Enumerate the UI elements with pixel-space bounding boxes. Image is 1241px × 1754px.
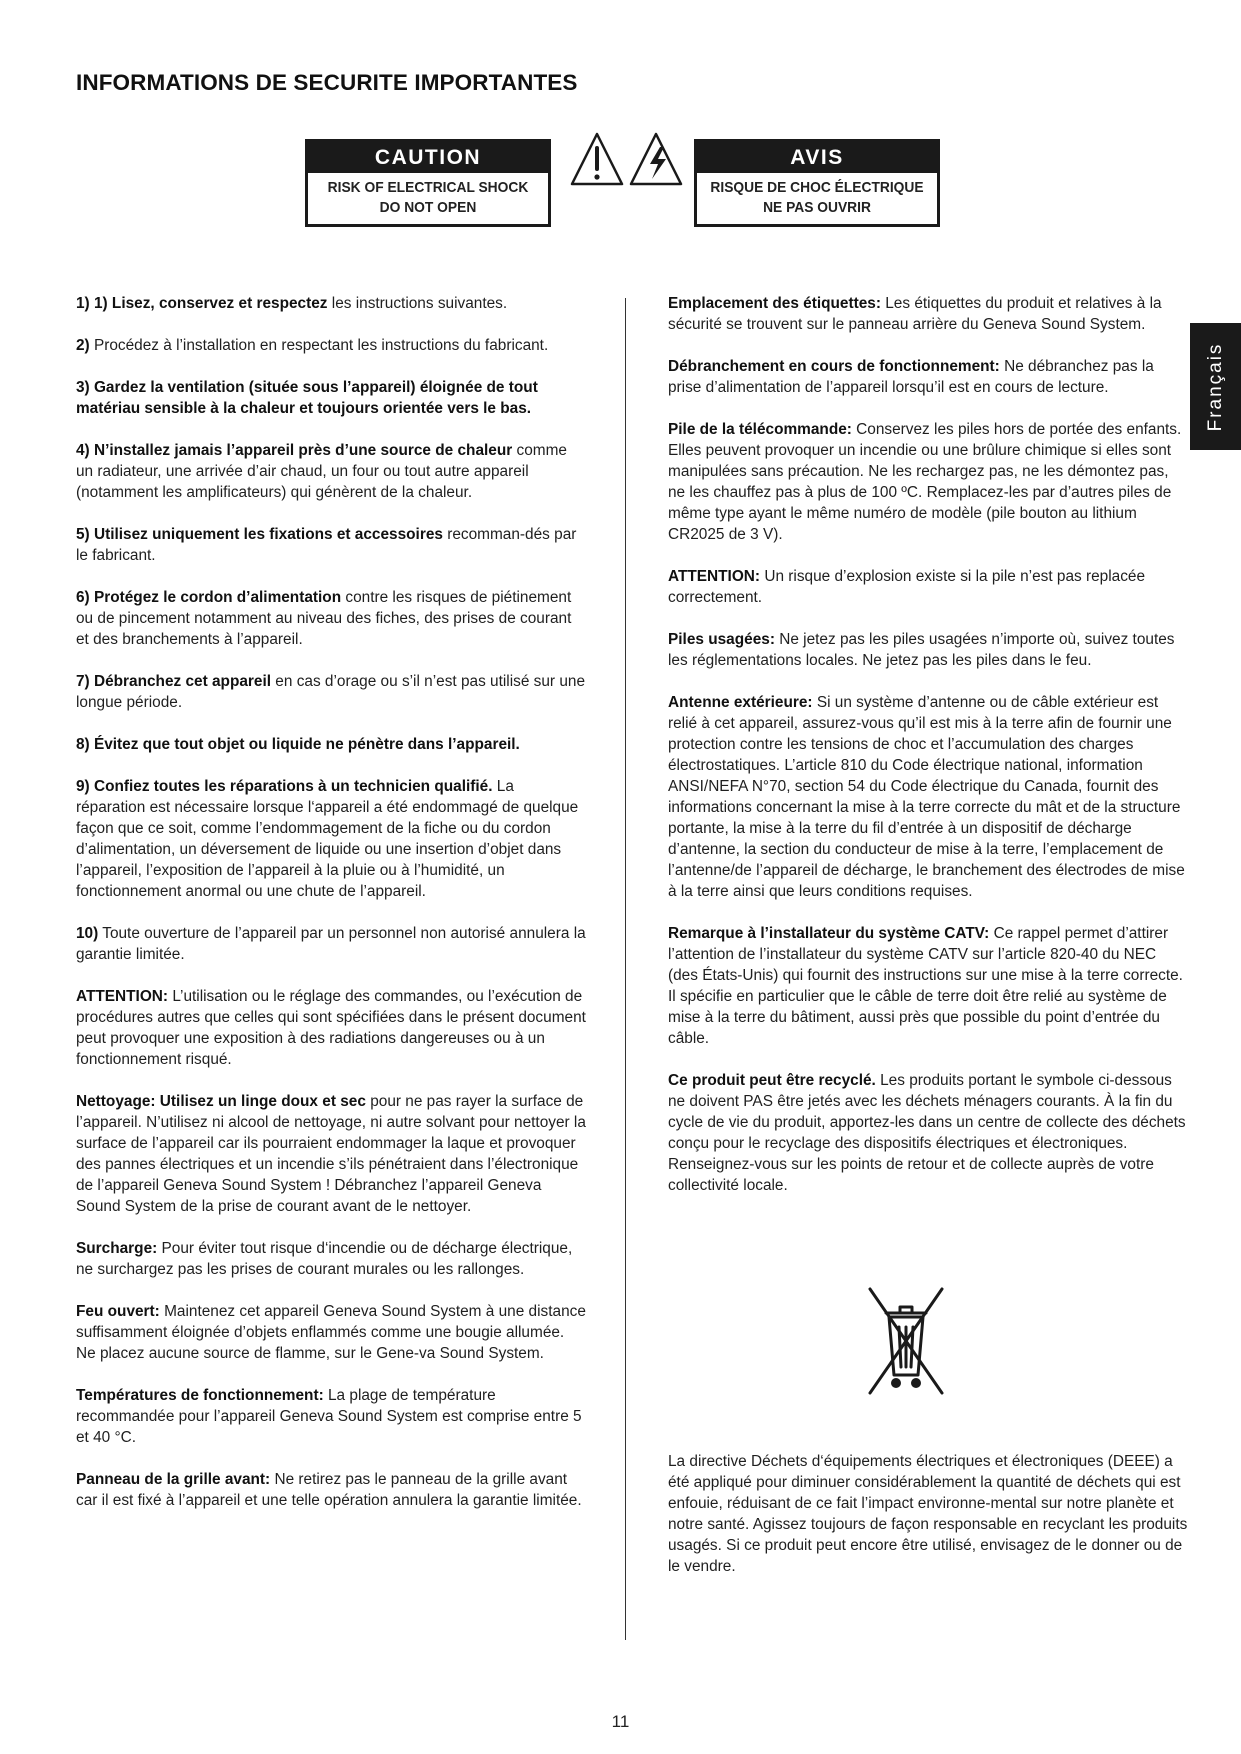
safety-paragraph-heading: ATTENTION: bbox=[668, 568, 761, 585]
safety-paragraph-heading: 2) bbox=[76, 337, 90, 354]
safety-paragraph-heading: 8) Évitez que tout objet ou liquide ne pénètre dans l’appareil. bbox=[76, 736, 520, 753]
safety-paragraph bbox=[668, 293, 1188, 335]
warning-icons bbox=[570, 131, 684, 187]
safety-paragraph bbox=[76, 671, 587, 713]
page-number: 11 bbox=[611, 1712, 630, 1731]
safety-paragraph bbox=[76, 1385, 587, 1448]
right-column bbox=[668, 293, 1188, 1217]
safety-paragraph-heading: Surcharge: bbox=[76, 1240, 158, 1257]
weee-directive-note: La directive Déchets d‘équipements électriques et électroniques (DEEE) a été appliqué pour diminuer considérablement la quantité de déchets qui est enfouie, réduisant de ce fait l’impact environne-mental sur notre planète et notre santé. Agissez toujours de façon responsable en recyclant les produits usagés. Si ce produit peut encore être utilisé, envisagez de le donner ou de le vendre. bbox=[668, 1453, 1188, 1575]
avis-label bbox=[694, 139, 940, 227]
crossed-out-wheelie-bin-icon bbox=[866, 1285, 946, 1399]
safety-paragraph-heading: 6) Protégez le cordon d’alimentation bbox=[76, 589, 342, 606]
safety-paragraph bbox=[76, 776, 587, 902]
safety-paragraph-heading: Feu ouvert: bbox=[76, 1303, 160, 1320]
safety-paragraph-heading: 7) Débranchez cet appareil bbox=[76, 673, 272, 690]
safety-paragraph bbox=[76, 524, 587, 566]
exclamation-warning-icon bbox=[572, 134, 622, 184]
page-title: INFORMATIONS DE SECURITE IMPORTANTES bbox=[76, 70, 578, 95]
safety-paragraph-text: Ne retirez pas le panneau de la grille avant car il est fixé à l’appareil et une telle opération annulera la garantie limitée. bbox=[76, 1471, 582, 1509]
safety-paragraph-heading: 3) Gardez la ventilation (située sous l’appareil) éloignée de tout matériau sensible à la chaleur et toujours orientée vers le bas. bbox=[76, 379, 538, 417]
safety-paragraph-text: en cas d’orage ou s’il n’est pas utilisé sur une longue période. bbox=[76, 673, 586, 711]
safety-paragraph-text: Ne jetez pas les piles usagées n’importe où, suivez toutes les réglementations locales. Ne jetez pas les piles dans le feu. bbox=[668, 631, 1175, 669]
safety-paragraph-heading: 5) Utilisez uniquement les fixations et accessoires bbox=[76, 526, 443, 543]
safety-paragraph-text: La réparation est nécessaire lorsque l‘appareil a été endommagé de quelque façon que ce soit, comme l’endommagement de la fiche ou du cordon d’alimentation, un déversement de liquide ou une insertion d’objet dans l’appareil, l’exposition de l’appareil à la pluie ou à l’humidité, un fonctionnement anormal ou une chute de l’appareil. bbox=[76, 778, 579, 900]
safety-paragraph-heading: 4) N’installez jamais l’appareil près d’une source de chaleur bbox=[76, 442, 513, 459]
safety-paragraph-heading: Remarque à l’installateur du système CATV: bbox=[668, 925, 990, 942]
safety-paragraph bbox=[76, 335, 587, 356]
safety-paragraph bbox=[76, 377, 587, 419]
caution-label-header: CAUTION bbox=[308, 142, 548, 173]
safety-paragraph bbox=[76, 293, 587, 314]
safety-paragraph bbox=[76, 986, 587, 1070]
safety-paragraph-text: contre les risques de piétinement ou de pincement notamment au niveau des fiches, des prises de courant et des branchements à l’appareil. bbox=[76, 589, 572, 648]
safety-paragraph-heading: Nettoyage: Utilisez un linge doux et sec bbox=[76, 1093, 366, 1110]
safety-paragraph-text: recomman-dés par le fabricant. bbox=[76, 526, 577, 564]
safety-paragraph-text: Procédez à l’installation en respectant les instructions du fabricant. bbox=[89, 337, 549, 354]
safety-paragraph bbox=[668, 1070, 1188, 1196]
safety-paragraph-text: pour ne pas rayer la surface de l’appareil. N’utilisez ni alcool de nettoyage, ni autre solvant pour nettoyer la surface de l’appareil car ils pourraient endommager la laque et provoquer des pannes électriques et un incendie s’ils pénétraient dans l’électronique de l’appareil Geneva Sound System ! Débranchez l’appareil Geneva Sound System de la prise de courant avant de le nettoyer. bbox=[76, 1093, 586, 1215]
safety-paragraph-heading: Panneau de la grille avant: bbox=[76, 1471, 271, 1488]
safety-paragraph bbox=[76, 587, 587, 650]
safety-paragraph bbox=[668, 629, 1188, 671]
avis-label-text bbox=[707, 178, 928, 218]
safety-paragraph bbox=[76, 440, 587, 503]
safety-paragraph-heading: Ce produit peut être recyclé. bbox=[668, 1072, 876, 1089]
caution-label-line2: DO NOT OPEN bbox=[379, 199, 477, 216]
lightning-warning-icon bbox=[631, 134, 681, 184]
language-tab bbox=[1190, 323, 1241, 450]
safety-paragraph bbox=[668, 356, 1188, 398]
avis-label-header: AVIS bbox=[697, 142, 937, 173]
safety-paragraph bbox=[668, 566, 1188, 608]
safety-paragraph bbox=[76, 1469, 587, 1511]
safety-paragraph-heading: Pile de la télécommande: bbox=[668, 421, 852, 438]
left-column bbox=[76, 293, 587, 1532]
safety-paragraph-text: Ce rappel permet d’attirer l’attention de l’installateur du système CATV sur l’article 820-40 du NEC (des États-Unis) qui fournit des instructions sur une mise à la terre correcte. Il spécifie en particulier que le câble de terre doit être relié au système de mise à la terre du bâtiment, aussi près que possible du point d’entrée du câble. bbox=[668, 925, 1183, 1047]
safety-paragraph bbox=[668, 692, 1188, 902]
safety-paragraph-heading: Antenne extérieure: bbox=[668, 694, 813, 711]
safety-paragraph-text: Ne débranchez pas la prise d’alimentation de l’appareil lorsqu’il est en cours de lecture. bbox=[668, 358, 1154, 396]
caution-label-text bbox=[318, 178, 539, 218]
language-tab-label: Français bbox=[1204, 342, 1226, 431]
safety-paragraph-text: Toute ouverture de l’appareil par un personnel non autorisé annulera la garantie limitée. bbox=[76, 925, 586, 963]
safety-paragraph-heading: 9) Confiez toutes les réparations à un technicien qualifié. bbox=[76, 778, 493, 795]
safety-paragraph-text: La plage de température recommandée pour l’appareil Geneva Sound System est comprise entre 5 et 40 °C. bbox=[76, 1387, 582, 1446]
safety-paragraph-heading: Emplacement des étiquettes: bbox=[668, 295, 881, 312]
caution-label bbox=[305, 139, 551, 227]
safety-paragraph-heading: 10) bbox=[76, 925, 99, 942]
safety-paragraph-heading: Débranchement en cours de fonctionnement: bbox=[668, 358, 1000, 375]
column-divider bbox=[625, 298, 626, 1640]
safety-paragraph-text: Maintenez cet appareil Geneva Sound System à une distance suffisamment éloignée d’objets enflammés comme une bougie allumée. Ne placez aucune source de flamme, sur le Gene-va Sound System. bbox=[76, 1303, 586, 1362]
safety-paragraph-text: comme un radiateur, une arrivée d’air chaud, un four ou tout autre appareil (notamment les amplificateurs) qui génèrent de la chaleur. bbox=[76, 442, 567, 501]
safety-paragraph-heading: Piles usagées: bbox=[668, 631, 775, 648]
safety-paragraph-text: Si un système d’antenne ou de câble extérieur est relié à cet appareil, assurez-vous qu’il est mis à la terre afin de fournir une protection contre les tensions de choc et l’accumulation des charges électrostatiques. L’article 810 du Code électrique national, information ANSI/NEFA N°70, section 54 du Code électrique du Canada, fournit des informations concernant la mise à la terre correcte du mât et de la structure portante, la mise à la terre du fil d’entrée à un dispositif de décharge d’antenne, la section du conducteur de mise à la terre, l’emplacement de l’antenne/de l’appareil de décharge, le branchement des électrodes de mise à la terre ainsi que leurs conditions requises. bbox=[668, 694, 1185, 900]
safety-paragraph bbox=[76, 1301, 587, 1364]
safety-paragraph bbox=[76, 1091, 587, 1217]
avis-label-line1: RISQUE DE CHOC ÉLECTRIQUE bbox=[710, 179, 924, 196]
safety-paragraph bbox=[76, 734, 587, 755]
safety-paragraph bbox=[668, 419, 1188, 545]
avis-label-line2: NE PAS OUVRIR bbox=[763, 199, 871, 216]
safety-paragraph-text: Pour éviter tout risque d‘incendie ou de décharge électrique, ne surchargez pas les prises de courant murales ou les rallonges. bbox=[76, 1240, 573, 1278]
safety-paragraph-text: L’utilisation ou le réglage des commandes, ou l’exécution de procédures autres que celles qui sont spécifiées dans le présent document peut provoquer une exposition à des radiations dangereuses ou à un fonctionnement risqué. bbox=[76, 988, 586, 1068]
safety-paragraph-text: Un risque d’explosion existe si la pile n’est pas replacée correctement. bbox=[668, 568, 1146, 606]
caution-label-line1: RISK OF ELECTRICAL SHOCK bbox=[327, 179, 529, 196]
safety-paragraph bbox=[668, 923, 1188, 1049]
safety-paragraph-heading: Températures de fonctionnement: bbox=[76, 1387, 324, 1404]
safety-paragraph-text: Les produits portant le symbole ci-dessous ne doivent PAS être jetés avec les déchets ménagers courants. À la fin du cycle de vie du produit, apportez-les dans un centre de collecte des déchets conçu pour le recyclage des dispositifs électriques et électroniques. Renseignez-vous sur les points de retour et de collecte auprès de votre collectivité locale. bbox=[668, 1072, 1186, 1194]
safety-paragraph-text: Conservez les piles hors de portée des enfants. Elles peuvent provoquer un incendie ou une brûlure chimique si elles sont manipulées sans précaution. Ne les rechargez pas, ne les démontez pas, ne les chauffez pas à plus de 100 ºC. Remplacez-les par d’autres piles de même type ayant le même numéro de modèle (pile bouton au lithium CR2025 de 3 V). bbox=[668, 421, 1182, 543]
safety-paragraph bbox=[76, 923, 587, 965]
safety-paragraph bbox=[76, 1238, 587, 1280]
safety-paragraph-heading: 1) 1) Lisez, conservez et respectez bbox=[76, 295, 328, 312]
safety-paragraph-heading: ATTENTION: bbox=[76, 988, 169, 1005]
safety-paragraph-text: Les étiquettes du produit et relatives à la sécurité se trouvent sur le panneau arrière du Geneva Sound System. bbox=[668, 295, 1162, 333]
safety-paragraph-text: les instructions suivantes. bbox=[327, 295, 508, 312]
